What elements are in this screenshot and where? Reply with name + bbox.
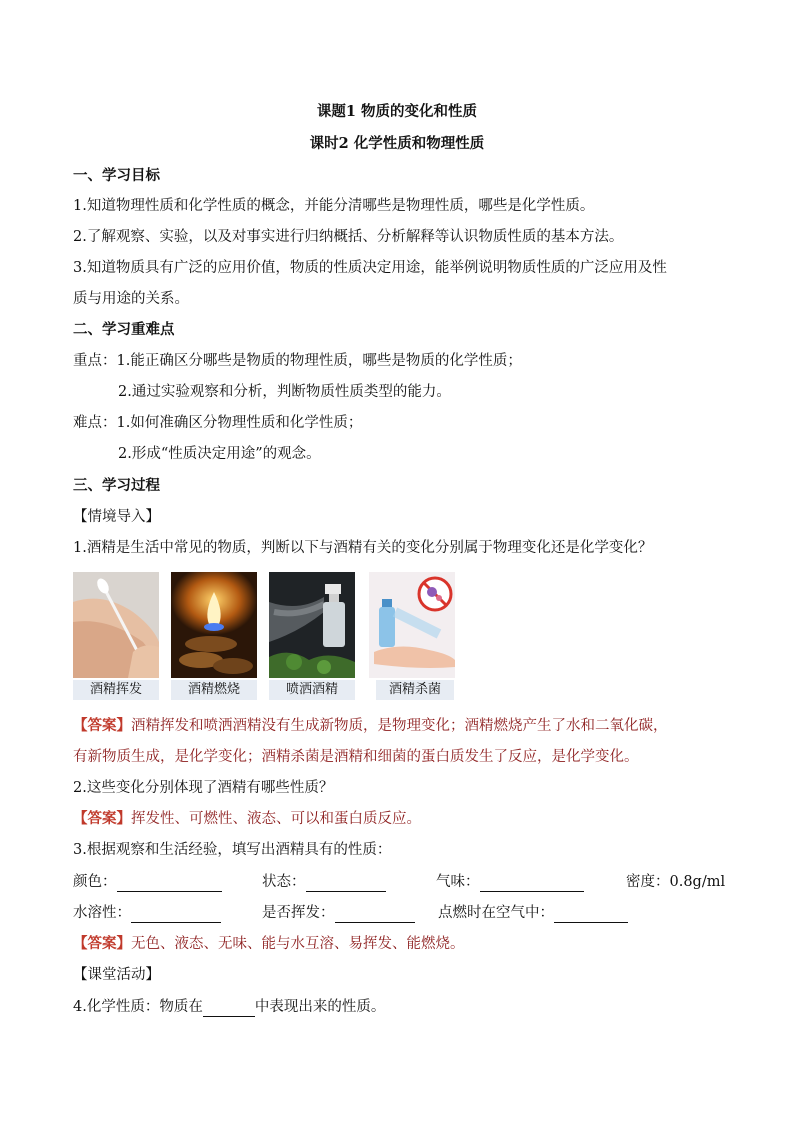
answer-tag: 【答案】 <box>73 810 131 827</box>
answer-tag: 【答案】 <box>73 935 131 952</box>
field-state <box>262 872 386 892</box>
question-1: 1.酒精是生活中常见的物质，判断以下与酒精有关的变化分别属于物理变化还是化学变化？ <box>73 540 653 556</box>
page-title: 课题1 物质的变化和性质 <box>316 103 478 120</box>
image-alcohol-burning <box>171 572 257 678</box>
field-ignition <box>438 903 628 923</box>
sterilization-illustration <box>369 572 455 678</box>
answer-tag: 【答案】 <box>73 717 131 734</box>
field-density: 密度：0.8g/ml <box>626 874 726 890</box>
goal-item-2: 2.了解观察、实验，以及对事实进行归纳概括、分析解释等认识物质性质的基本方法。 <box>73 229 624 245</box>
question-4-pre: 4.化学性质：物质在 <box>73 999 203 1015</box>
question-3: 3.根据观察和生活经验，填写出酒精具有的性质： <box>73 842 392 858</box>
image-spraying-alcohol <box>269 572 355 678</box>
key-label: 重点： <box>73 353 117 369</box>
field-volatile-blank[interactable] <box>335 906 415 923</box>
difficulty-line-1 <box>73 413 362 433</box>
caption-alcohol-sterilization: 酒精杀菌 <box>376 680 454 700</box>
answer-2 <box>73 809 421 829</box>
answer-2-text: 挥发性、可燃性、液态、可以和蛋白质反应。 <box>131 811 421 827</box>
field-volatile-label: 是否挥发： <box>262 905 335 921</box>
key-item-2: 2.通过实验观察和分析，判断物质性质类型的能力。 <box>118 384 451 400</box>
key-item-1: 1.能正确区分哪些是物质的物理性质，哪些是物质的化学性质； <box>116 353 522 369</box>
class-activity-label: 【课堂活动】 <box>73 967 160 983</box>
answer-1-line-2: 有新物质生成，是化学变化；酒精杀菌是酒精和细菌的蛋白质发生了反应，是化学变化。 <box>73 749 639 765</box>
question-4-post: 中表现出来的性质。 <box>254 999 386 1015</box>
spray-bottle-illustration <box>269 572 355 678</box>
field-solubility <box>73 903 221 923</box>
image-alcohol-evaporation <box>73 572 159 678</box>
field-solubility-blank[interactable] <box>131 906 221 923</box>
page-subtitle: 课时2 化学性质和物理性质 <box>309 135 485 152</box>
scene-intro-label: 【情境导入】 <box>73 509 160 525</box>
field-state-blank[interactable] <box>306 875 386 892</box>
difficulty-label: 难点： <box>73 415 117 431</box>
answer-3-text: 无色、液态、无味、能与水互溶、易挥发、能燃烧。 <box>131 936 465 952</box>
answer-1-text-1: 酒精挥发和喷洒酒精没有生成新物质，是物理变化；酒精燃烧产生了水和二氧化碳， <box>131 718 668 734</box>
answer-1-line-1 <box>73 716 668 736</box>
caption-spraying-alcohol: 喷洒酒精 <box>269 680 355 700</box>
field-color-label: 颜色： <box>73 874 117 890</box>
field-ignition-blank[interactable] <box>554 906 628 923</box>
swab-on-hand-illustration <box>73 572 159 678</box>
answer-3 <box>73 934 465 954</box>
section-heading-key-points: 二、学习重难点 <box>73 321 175 338</box>
question-4 <box>73 997 385 1017</box>
question-2: 2.这些变化分别体现了酒精有哪些性质？ <box>73 780 334 796</box>
key-point-line-1 <box>73 351 522 371</box>
field-smell-blank[interactable] <box>480 875 584 892</box>
difficulty-item-2: 2.形成“性质决定用途”的观念。 <box>118 446 321 462</box>
goal-item-3-cont: 质与用途的关系。 <box>73 291 189 307</box>
field-volatile <box>262 903 415 923</box>
goal-item-1: 1.知道物理性质和化学性质的概念，并能分清哪些是物理性质，哪些是化学性质。 <box>73 198 595 214</box>
spirit-lamp-flame-illustration <box>171 572 257 678</box>
caption-alcohol-evaporation: 酒精挥发 <box>73 680 159 700</box>
section-heading-goals: 一、学习目标 <box>73 167 160 184</box>
field-smell <box>436 872 584 892</box>
field-state-label: 状态： <box>262 874 306 890</box>
section-heading-process: 三、学习过程 <box>73 477 160 494</box>
field-solubility-label: 水溶性： <box>73 905 131 921</box>
field-smell-label: 气味： <box>436 874 480 890</box>
field-color <box>73 872 222 892</box>
difficulty-item-1: 1.如何准确区分物理性质和化学性质； <box>116 415 363 431</box>
image-alcohol-sterilization <box>369 572 455 678</box>
field-ignition-label: 点燃时在空气中： <box>438 905 554 921</box>
question-4-blank[interactable] <box>203 1000 255 1017</box>
goal-item-3: 3.知道物质具有广泛的应用价值，物质的性质决定用途，能举例说明物质性质的广泛应用及性 <box>73 260 667 276</box>
caption-alcohol-burning: 酒精燃烧 <box>171 680 257 700</box>
field-color-blank[interactable] <box>117 875 222 892</box>
